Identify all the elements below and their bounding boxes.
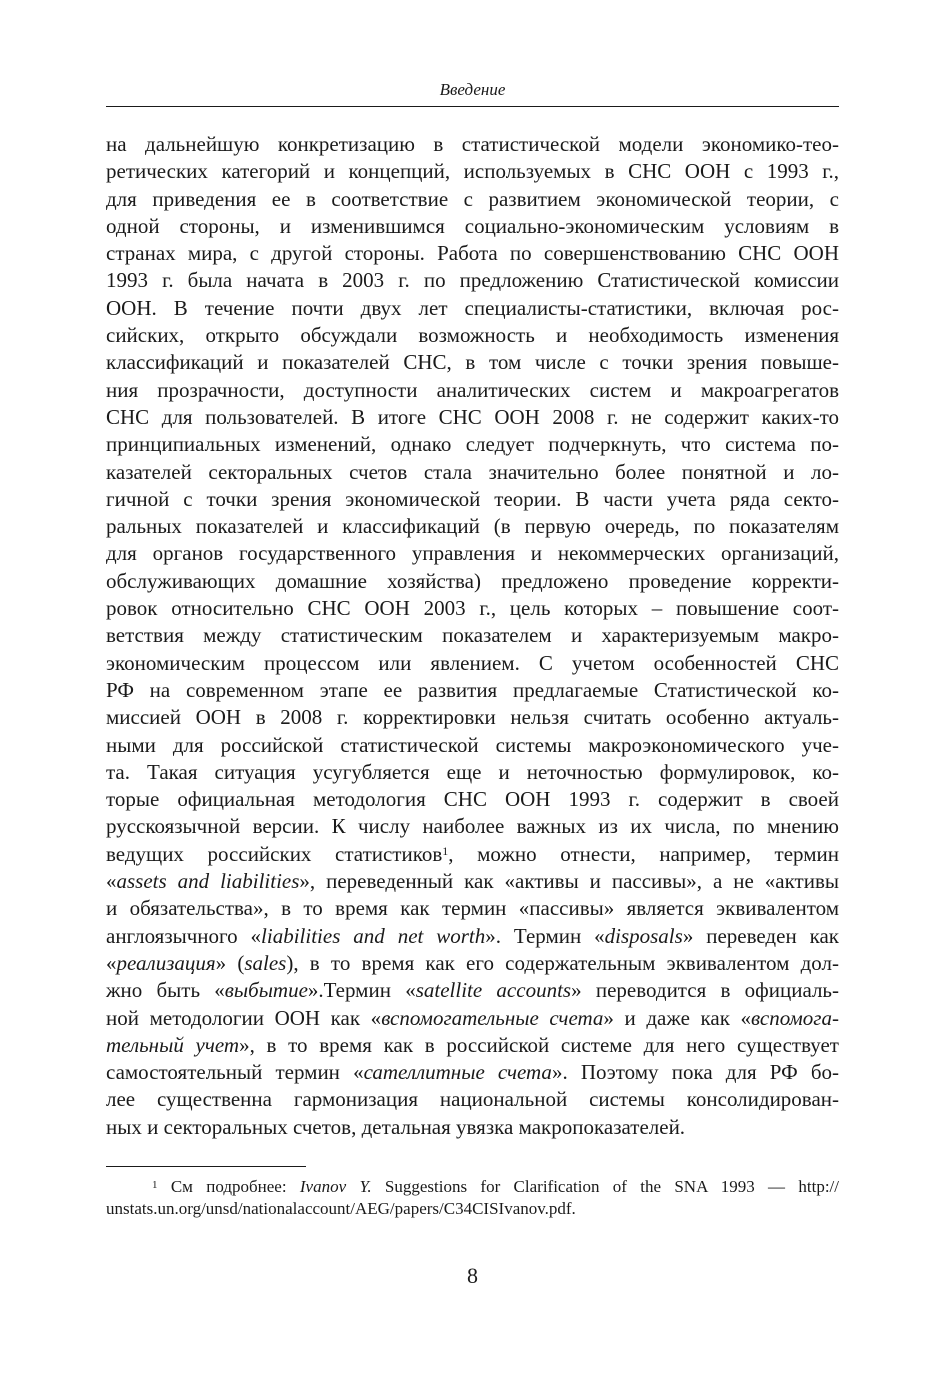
- text-line: [106, 1059, 839, 1086]
- text-line: [106, 1005, 839, 1032]
- text-line: ровок относительно СНС ООН 2003 г., цель которых – повышение соот-: [106, 596, 839, 621]
- text-line: русскоязычной версии. К числу наиболее важных из их числа, по мнению: [106, 814, 839, 839]
- text-line: ных и секторальных счетов, детальная увязка макропоказателей.: [106, 1114, 686, 1139]
- line-text: жно быть «: [106, 978, 225, 1003]
- text-line: принципиальных изменений, однако следует подчеркнуть, что система по-: [106, 432, 839, 457]
- footnote-marker: 1: [152, 1179, 158, 1191]
- text-line: РФ на современном этапе ее развития предлагаемые Статистической ко-: [106, 677, 839, 702]
- footnote-text: Suggestions for Clarification of the SNA 1993 — http://: [371, 1177, 839, 1196]
- text-line: гичной с точки зрения экономической теории. В части учета ряда секто-: [106, 486, 839, 511]
- line-text: самостоятельный термин «: [106, 1060, 364, 1085]
- text-line: [106, 950, 839, 977]
- italic-term: реализация: [116, 950, 216, 975]
- line-text: ». Термин «: [485, 923, 605, 948]
- text-line: и обязательства», в то время как термин «пассивы» является эквивалентом: [106, 896, 839, 921]
- footnote-text: См подробнее:: [157, 1177, 300, 1196]
- italic-term: тельный учет: [106, 1032, 240, 1057]
- text-line: [106, 923, 839, 950]
- italic-term: вспомога-: [751, 1005, 839, 1030]
- text-line: обслуживающих домашние хозяйства) предложено проведение корректи-: [106, 568, 839, 593]
- line-text: » переведен как: [682, 923, 839, 948]
- text-line: ния прозрачности, доступности аналитических систем и макроагрегатов: [106, 377, 839, 402]
- italic-term: вспомогательные счета: [381, 1005, 604, 1030]
- line-text: ». Поэтому пока для РФ бо-: [551, 1060, 839, 1085]
- line-text: » и даже как «: [603, 1005, 752, 1030]
- text-line: странах мира, с другой стороны. Работа по совершенствованию СНС ООН: [106, 241, 839, 266]
- line-text: ной методологии ООН как «: [106, 1005, 382, 1030]
- page-number: 8: [467, 1263, 478, 1288]
- running-header: Введение: [439, 80, 506, 99]
- line-text: англоязычного «: [106, 923, 262, 948]
- line-text: «: [106, 869, 117, 894]
- text-line: экономическим процессом или явлением. С учетом особенностей СНС: [106, 650, 839, 675]
- line-text: » переводится в официаль-: [571, 978, 840, 1003]
- italic-term: assets and liabilities: [116, 869, 300, 894]
- text-line: 1993 г. была начата в 2003 г. по предложению Статистической комиссии: [106, 268, 839, 293]
- line-text: », переведенный как «активы и пассивы», а не «активы: [299, 869, 839, 894]
- text-line: ральных показателей и классификаций (в первую очередь, по показателям: [106, 514, 839, 539]
- text-line: [106, 841, 839, 868]
- text-line: миссией ООН в 2008 г. корректировки нельзя считать особенно актуаль-: [106, 705, 839, 730]
- text-line: торые официальная методология СНС ООН 1993 г. содержит в своей: [106, 787, 839, 812]
- text-line: ретических категорий и концепций, используемых в СНС ООН с 1993 г.,: [106, 159, 839, 184]
- italic-term: liabilities and net worth: [261, 923, 486, 948]
- italic-term: disposals: [604, 923, 683, 948]
- text-line: ветствия между статистическим показателем и характеризуемым макро-: [106, 623, 839, 648]
- italic-term: satellite accounts: [415, 978, 572, 1003]
- text-line: ными для российской статистической системы макроэкономического уче-: [106, 732, 839, 757]
- text-line: казателей секторальных счетов стала значительно более понятной и ло-: [106, 459, 839, 484]
- footnote-reference: 1: [442, 843, 449, 858]
- text-line: [106, 1032, 839, 1059]
- line-text: » (: [215, 950, 245, 975]
- footnote-rule: [106, 1166, 306, 1167]
- text-line: та. Такая ситуация усугубляется еще и неточностью формулировок, ко-: [106, 759, 839, 784]
- text-line: для органов государственного управления и некоммерческих организаций,: [106, 541, 839, 566]
- footnote-line: unstats.un.org/unsd/nationalaccount/AEG/papers/C34CISIvanov.pdf.: [106, 1199, 576, 1218]
- line-text: ведущих российских статистиков: [106, 841, 443, 866]
- line-text: ».Термин «: [307, 978, 416, 1003]
- italic-term: сателлитные счета: [363, 1060, 552, 1085]
- body-paragraph: [106, 131, 839, 1141]
- text-line: сийских, открыто обсуждали возможность и необходимость изменения: [106, 323, 839, 348]
- text-line: на дальнейшую конкретизацию в статистической модели экономико-тео-: [106, 132, 839, 156]
- footnote-author: Ivanov Y.: [299, 1177, 372, 1196]
- line-text: », в то время как в российской системе для него существует: [239, 1032, 839, 1057]
- text-line: ООН. В течение почти двух лет специалисты-статистики, включая рос-: [106, 295, 839, 320]
- text-line: для приведения ее в соответствие с развитием экономической теории, с: [106, 186, 839, 211]
- italic-term: sales: [244, 950, 287, 975]
- line-text: «: [106, 950, 117, 975]
- italic-term: выбытие: [224, 978, 308, 1003]
- text-line: [106, 868, 839, 895]
- text-line: лее существенна гармонизация национальной системы консолидирован-: [106, 1087, 839, 1112]
- footnote-line: [106, 1176, 839, 1198]
- text-line: одной стороны, и изменившимся социально-экономическим условиям в: [106, 213, 839, 238]
- text-line: классификаций и показателей СНС, в том числе с точки зрения повыше-: [106, 350, 839, 375]
- line-text: ), в то время как его содержательным эквивалентом дол-: [286, 950, 839, 975]
- text-line: СНС для пользователей. В итоге СНС ООН 2008 г. не содержит каких-то: [106, 404, 839, 429]
- header-rule: [106, 106, 839, 107]
- line-text: , можно отнести, например, термин: [448, 841, 839, 866]
- footnote: [106, 1176, 839, 1220]
- text-line: [106, 977, 839, 1004]
